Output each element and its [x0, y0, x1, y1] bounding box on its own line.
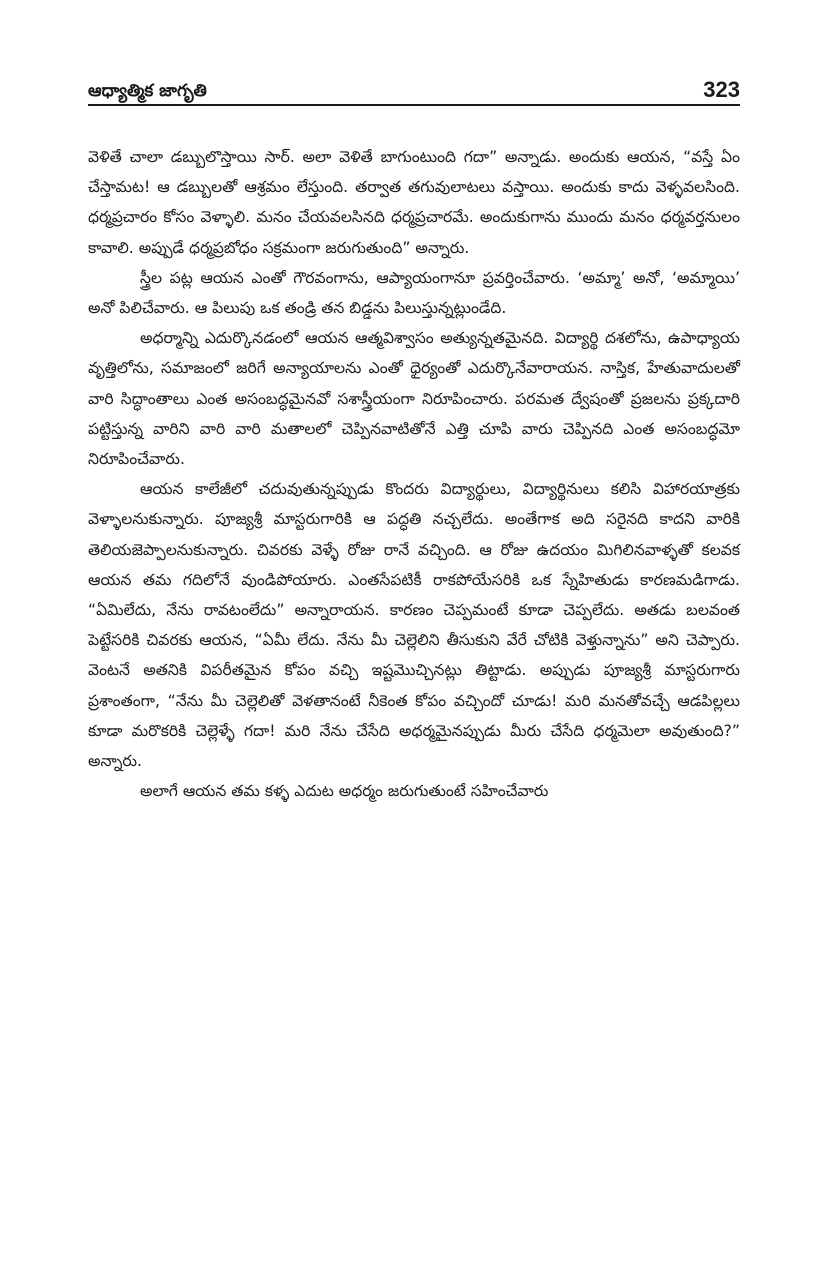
running-title: ఆధ్యాత్మిక జాగృతి	[88, 81, 207, 101]
page-header	[88, 70, 740, 106]
body-text	[88, 142, 740, 806]
book-page	[88, 70, 740, 806]
paragraph-4: ఆయన కాలేజీలో చదువుతున్నప్పుడు కొందరు విద్యార్థులు, విద్యార్థినులు కలిసి విహారయాత్రకు వెళ్ళాలనుకున్నారు. పూజ్యశ్రీ మాస్టరుగారికి ఆ పద్ధతి నచ్చలేదు. అంతేగాక అది సరైనది కాదని వారికి తెలియజెప్పాలనుకున్నారు. చివరకు వెళ్ళే రోజు రానే వచ్చింది. ఆ రోజు ఉదయం మిగిలినవాళ్ళతో కలవక ఆయన తమ గదిలోనే వుండిపోయారు. ఎంతసేపటికీ రాకపోయేసరికి ఒక స్నేహితుడు కారణమడిగాడు. “ఏమిలేదు, నేను రావటంలేదు” అన్నారాయన. కారణం చెప్పమంటే కూడా చెప్పలేదు. అతడు బలవంత పెట్టేసరికి చివరకు ఆయన, “ఏమీ లేదు. నేను మీ చెల్లెలిని తీసుకుని వేరే చోటికి వెళ్తున్నాను” అని చెప్పారు. వెంటనే అతనికి విపరీతమైన కోపం వచ్చి ఇష్టమొచ్చినట్లు తిట్టాడు. అప్పుడు పూజ్యశ్రీ మాస్టరుగారు ప్రశాంతంగా, “నేను మీ చెల్లెలితో వెళతానంటే నీకెంత కోపం వచ్చిందో చూడు! మరి మనతోవచ్చే ఆడపిల్లలు కూడా మరొకరికి చెల్లెళ్ళే గదా! మరి నేను చేసేది అధర్మమైనప్పుడు మీరు చేసేది ధర్మమెలా అవుతుంది?” అన్నారు.	[88, 480, 741, 771]
paragraph-2: స్త్రీల పట్ల ఆయన ఎంతో గౌరవంగాను, ఆప్యాయంగానూ ప్రవర్తించేవారు. ‘అమ్మా’ అనో, ‘అమ్మాయి’ అనో పిలిచేవారు. ఆ పిలుపు ఒక తండ్రి తన బిడ్డను పిలుస్తున్నట్లుండేది.	[88, 268, 740, 318]
page-number: 323	[703, 77, 740, 102]
paragraph-3: అధర్మాన్ని ఎదుర్కొనడంలో ఆయన ఆత్మవిశ్వాసం అత్యున్నతమైనది. విద్యార్థి దశలోను, ఉపాధ్యాయ వృత్తిలోను, సమాజంలో జరిగే అన్యాయాలను ఎంతో ధైర్యంతో ఎదుర్కొనేవారాయన. నాస్తిక, హేతువాదులతో వారి సిద్ధాంతాలు ఎంత అసంబద్ధమైనవో సశాస్త్రీయంగా నిరూపించారు. పరమత ద్వేషంతో ప్రజలను ప్రక్కదారి పట్టిస్తున్న వారిని వారి వారి మతాలలో చెప్పినవాటితోనే ఎత్తి చూపి వారు చెప్పినది ఎంత అసంబద్ధమో నిరూపించేవారు.	[88, 329, 740, 469]
paragraph-5: అలాగే ఆయన తమ కళ్ళ ఎదుట అధర్మం జరుగుతుంటే సహించేవారు	[140, 782, 549, 801]
paragraph-1: వెళితే చాలా డబ్బులొస్తాయి సార్. అలా వెళితే బాగుంటుంది గదా” అన్నాడు. అందుకు ఆయన, “వస్తే ఏం చేస్తామట! ఆ డబ్బులతో ఆశ్రమం లేస్తుంది. తర్వాత తగువులాటలు వస్తాయి. అందుకు కాదు వెళ్ళవలసింది. ధర్మప్రచారం కోసం వెళ్ళాలి. మనం చేయవలసినది ధర్మప్రచారమే. అందుకుగాను ముందు మనం ధర్మవర్తనులం కావాలి. అప్పుడే ధర్మప్రబోధం సక్రమంగా జరుగుతుంది” అన్నారు.	[88, 148, 740, 257]
